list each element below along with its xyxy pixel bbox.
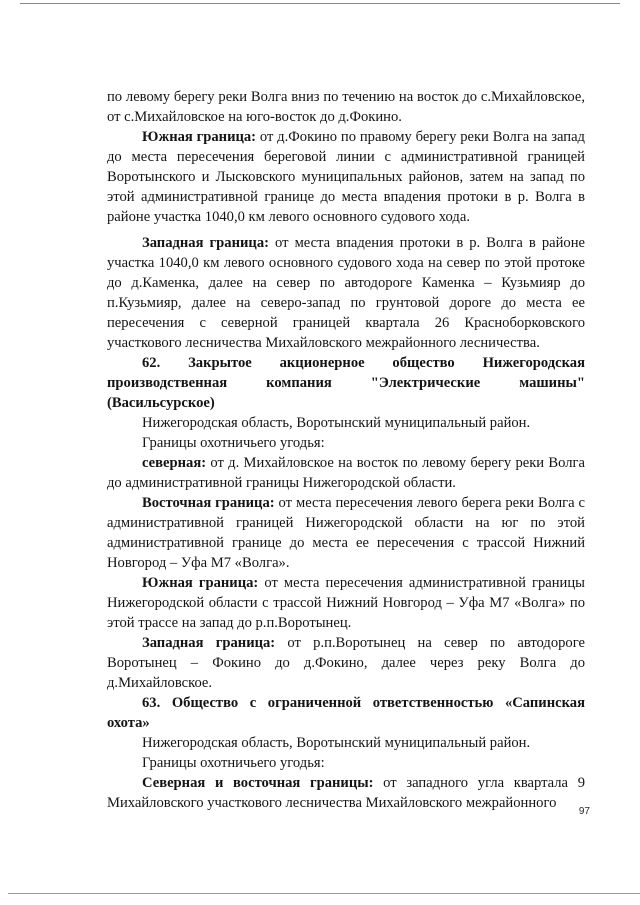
section-62-south-text: от места пересечения административной границы Нижегородской области с трассой Нижний Новгород – Уфа М7 «Волга» по этой трассе на запад до р.п.Воротынец. — [107, 575, 585, 631]
section-63-north-east-text: от западного угла квартала 9 Михайловского участкового лесничества Михайловского межрайонного — [107, 775, 585, 811]
section-62-south-label: Южная граница: — [142, 575, 259, 591]
section-62-east-text: от места пересечения левого берега реки Волга с административной границей Нижегородской области на юг по этой административной границе до места ее пересечения с трассой Нижний Новгород – Уфа М7 «Волга». — [107, 495, 585, 571]
section-63-north-east-paragraph — [107, 773, 585, 813]
section-62-north-paragraph — [107, 453, 585, 493]
section-63-region: Нижегородская область, Воротынский муниципальный район. — [142, 735, 531, 751]
west-boundary-paragraph — [107, 233, 585, 353]
south-boundary-label: Южная граница: — [142, 129, 257, 145]
south-boundary-paragraph — [107, 127, 585, 227]
document-page — [107, 87, 585, 813]
section-62-north-text: от д. Михайловское на восток по левому берегу реки Волга до административной границы Нижегородской области. — [107, 455, 585, 491]
south-boundary-text: от д.Фокино по правому берегу реки Волга на запад до места пересечения береговой линии с административной границей Воротынского и Лысковского муниципальных районов, затем на запад по этой административной границе до места впадения протоки в р. Волга в районе участка 1040,0 км левого основного судового хода. — [107, 129, 585, 225]
section-62-south-paragraph — [107, 573, 585, 633]
section-62-west-label: Западная граница: — [142, 635, 276, 651]
section-62-east-label: Восточная граница: — [142, 495, 275, 511]
section-62-north-label: северная: — [142, 455, 207, 471]
section-62-heading: 62. Закрытое акционерное общество Нижегородская производственная компания "Электрические машины" (Васильсурское) — [107, 355, 585, 411]
section-62-east-paragraph — [107, 493, 585, 573]
section-63-heading: 63. Общество с ограниченной ответственностью «Сапинская охота» — [107, 695, 585, 731]
top-paragraph-text: по левому берегу реки Волга вниз по течению на восток до с.Михайловское, от с.Михайловское на юго-восток до д.Фокино. — [107, 89, 585, 125]
top-paragraph — [107, 87, 585, 127]
section-63-north-east-label: Северная и восточная границы: — [142, 775, 374, 791]
section-62-west-text: от р.п.Воротынец на север по автодороге Воротынец – Фокино до д.Фокино, далее через реку Волга до д.Михайловское. — [107, 635, 585, 691]
west-boundary-label: Западная граница: — [142, 235, 269, 251]
top-scan-edge — [20, 3, 620, 4]
section-62-west-paragraph — [107, 633, 585, 693]
west-boundary-text: от места впадения протоки в р. Волга в районе участка 1040,0 км левого основного судового хода на север по этой протоке до д.Каменка, далее на север по автодороге Каменка – Кузьмияр до п.Кузьмияр, далее на северо-запад по грунтовой дороге до места ее пересечения с северной границей квартала 26 Красноборковского участкового лесничества Михайловского межрайонного лесничества. — [107, 235, 586, 351]
page-number: 97 — [578, 806, 590, 817]
section-62-region: Нижегородская область, Воротынский муниципальный район. — [142, 415, 531, 431]
section-63-boundaries-title: Границы охотничьего угодья: — [142, 755, 325, 771]
section-62-boundaries-title: Границы охотничьего угодья: — [142, 435, 325, 451]
bottom-scan-edge — [8, 893, 640, 894]
